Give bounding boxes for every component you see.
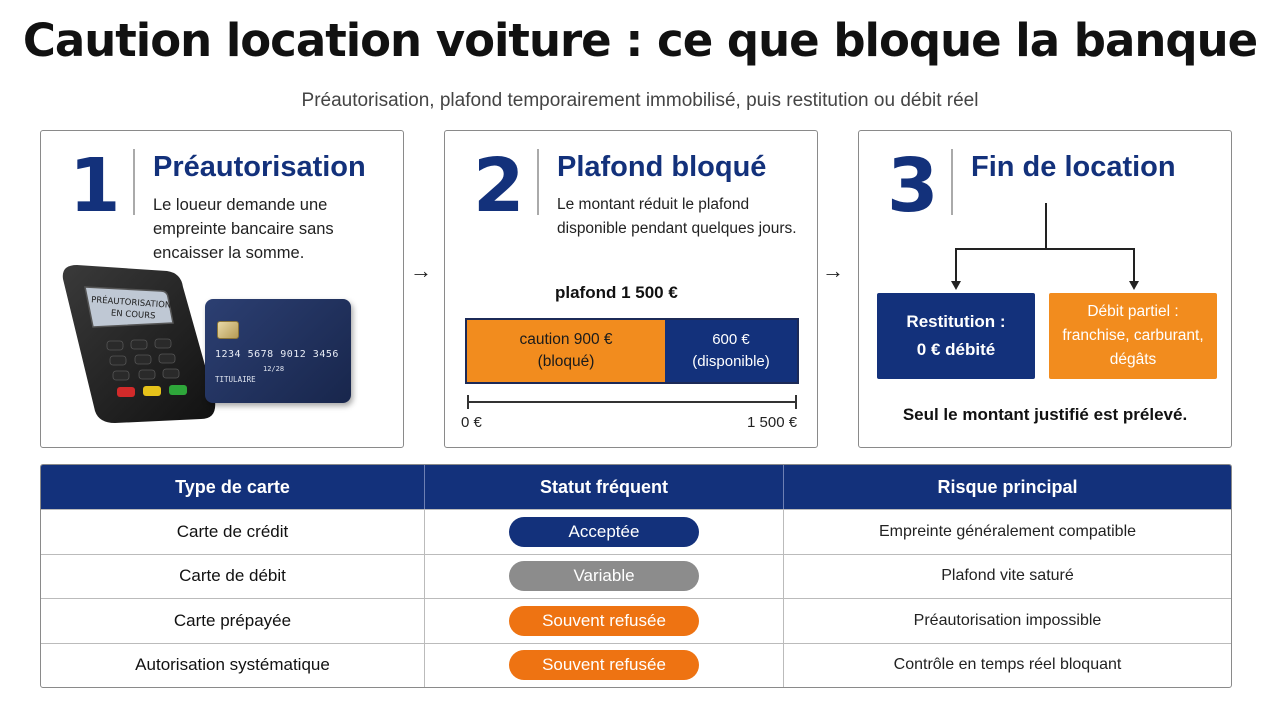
step-number: 3	[887, 143, 939, 229]
outcome-detail: franchise, carburant,	[1062, 327, 1204, 344]
column-header: Statut fréquent	[425, 465, 784, 509]
step-panel-preautorisation	[40, 130, 404, 448]
step-panel-fin-location	[858, 130, 1232, 448]
plafond-label: plafond 1 500 €	[555, 283, 678, 302]
risk-cell: Préautorisation impossible	[913, 611, 1102, 629]
step-number: 2	[473, 143, 525, 229]
risk-cell: Contrôle en temps réel bloquant	[893, 656, 1122, 674]
available-note: (disponible)	[692, 353, 770, 370]
step-divider	[951, 149, 953, 215]
status-cell	[425, 510, 784, 554]
status-badge: Acceptée	[509, 517, 699, 547]
outcome-title: Restitution :	[906, 312, 1006, 331]
available-amount: 600 €	[712, 331, 750, 348]
table-row	[41, 509, 1231, 554]
outcome-debit-partiel	[1049, 293, 1217, 379]
status-cell	[425, 599, 784, 643]
column-header: Risque principal	[937, 476, 1078, 497]
card-type-cell: Autorisation systématique	[41, 644, 425, 688]
status-badge: Souvent refusée	[509, 650, 699, 680]
step-title: Plafond bloqué	[557, 151, 767, 183]
branch-connector	[955, 248, 1135, 250]
arrow-down-icon	[951, 281, 961, 290]
outcome-note: Seul le montant justifié est prélevé.	[902, 405, 1188, 424]
outcome-detail: dégâts	[1109, 351, 1157, 368]
branch-connector	[1133, 248, 1135, 282]
status-badge: Variable	[509, 561, 699, 591]
card-expiry: 12/28	[263, 365, 285, 373]
branch-connector	[955, 248, 957, 282]
table-row	[41, 598, 1231, 643]
card-number: 1234 5678 9012 3456	[215, 349, 339, 360]
terminal-screen-text: PRÉAUTORISATION	[90, 295, 172, 311]
scale-tick	[795, 395, 797, 409]
branch-connector	[1045, 203, 1047, 249]
table-header	[41, 465, 1231, 509]
table-row	[41, 643, 1231, 688]
step-divider	[133, 149, 135, 215]
blocked-amount: caution 900 €	[519, 331, 613, 348]
risk-cell: Plafond vite saturé	[941, 567, 1074, 585]
arrow-right-icon: →	[822, 258, 844, 283]
card-holder: TITULAIRE	[215, 375, 256, 384]
bank-card	[205, 299, 351, 403]
page-title: Caution location voiture : ce que bloque la banque	[22, 14, 1258, 67]
scale-axis	[467, 401, 797, 403]
step-title: Préautorisation	[153, 151, 366, 183]
status-badge: Souvent refusée	[509, 606, 699, 636]
card-chip-icon	[217, 321, 239, 339]
column-header: Type de carte	[41, 465, 425, 509]
bar-segment-blocked	[467, 320, 665, 382]
terminal-screen-text: EN COURS	[110, 308, 156, 322]
blocked-note: (bloqué)	[537, 353, 595, 370]
arrow-right-icon: →	[410, 258, 432, 283]
scale-max-label: 1 500 €	[747, 414, 798, 431]
table-row	[41, 554, 1231, 599]
page-subtitle: Préautorisation, plafond temporairement immobilisé, puis restitution ou débit réel	[301, 90, 979, 111]
card-type-cell: Carte de débit	[41, 555, 425, 599]
card-type-table	[40, 464, 1232, 688]
step-description: Le loueur demande une empreinte bancaire sans encaisser la somme.	[153, 196, 334, 262]
arrow-down-icon	[1129, 281, 1139, 290]
outcome-detail: 0 € débité	[916, 340, 996, 359]
outcome-title: Débit partiel :	[1087, 303, 1179, 320]
card-type-cell: Carte prépayée	[41, 599, 425, 643]
scale-tick	[467, 395, 469, 409]
step-panel-plafond	[444, 130, 818, 448]
status-cell	[425, 555, 784, 599]
step-description: Le montant réduit le plafond disponible pendant quelques jours.	[557, 196, 797, 237]
bar-segment-available	[665, 320, 797, 382]
card-type-cell: Carte de crédit	[41, 510, 425, 554]
payment-terminal-icon	[55, 261, 217, 423]
step-divider	[537, 149, 539, 215]
step-title: Fin de location	[971, 151, 1176, 183]
scale-min-label: 0 €	[461, 414, 482, 431]
step-number: 1	[69, 143, 121, 229]
plafond-bar	[465, 318, 799, 384]
status-cell	[425, 644, 784, 688]
outcome-restitution	[877, 293, 1035, 379]
risk-cell: Empreinte généralement compatible	[878, 522, 1137, 540]
